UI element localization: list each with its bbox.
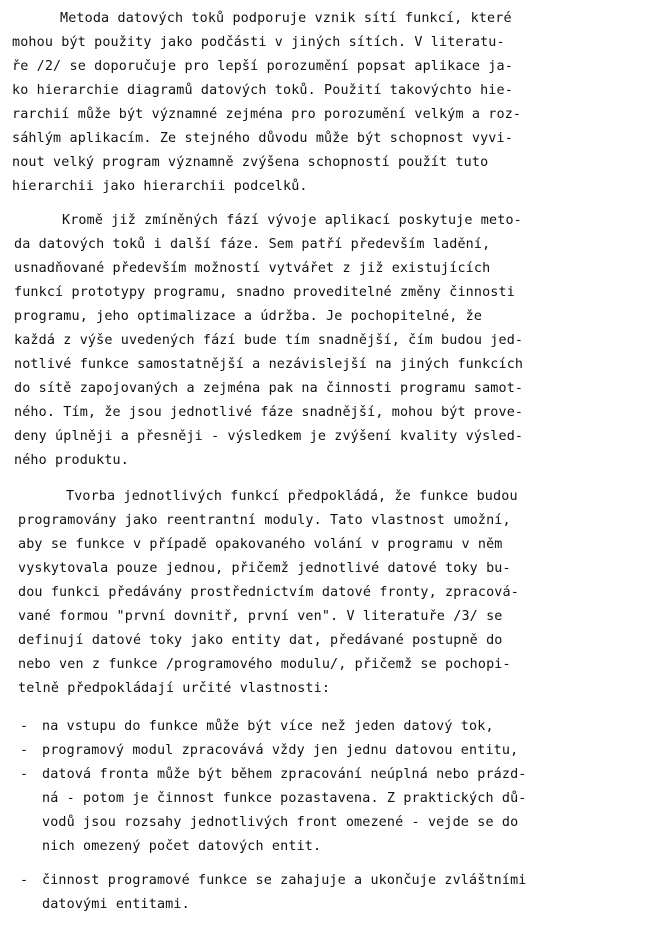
paragraph-line: ného. Tím, že jsou jednotlivé fáze snadnější, mohou být prove- (14, 405, 524, 420)
paragraph-line: Metoda datových toků podporuje vznik sítí funkcí, které (60, 11, 512, 26)
paragraph-line: mohou být použity jako podčásti v jiných sítích. V literatu- (12, 35, 505, 50)
list-item-line: datová fronta může být během zpracování neúplná nebo prázd- (42, 767, 527, 782)
paragraph-line: deny úplněji a přesněji - výsledkem je zvýšení kvality výsled- (14, 429, 524, 444)
paragraph-line: da datových toků i další fáze. Sem patří především ladění, (14, 237, 491, 252)
paragraph-line: Kromě již zmíněných fází vývoje aplikací poskytuje meto- (62, 213, 522, 228)
bullet-marker: - (20, 873, 29, 888)
paragraph-line: programu, jeho optimalizace a údržba. Je pochopitelné, že (14, 309, 483, 324)
paragraph-line: nebo ven z funkce /programového modulu/, přičemž se pochopi- (18, 657, 511, 672)
bullet-marker: - (20, 743, 29, 758)
list-item-line: ná - potom je činnost funkce pozastavena. Z praktických dů- (42, 791, 527, 806)
list-item-line: datovými entitami. (42, 897, 190, 912)
bullet-marker: - (20, 767, 29, 782)
paragraph-line: vané formou "první dovnitř, první ven". V literatuře /3/ se (18, 609, 503, 624)
paragraph-line: ko hierarchie diagramů datových toků. Použití takovýchto hie- (12, 83, 513, 98)
paragraph-line: Tvorba jednotlivých funkcí předpokládá, že funkce budou (66, 489, 518, 504)
paragraph-line: nout velký program významně zvýšena schopností použít tuto (12, 155, 489, 170)
paragraph-line: dou funkci předávány prostřednictvím datové fronty, zpracová- (18, 585, 519, 600)
paragraph-line: aby se funkce v případě opakovaného volání v programu v něm (18, 537, 503, 552)
paragraph-line: vyskytovala pouze jednou, přičemž jednotlivé datové toky bu- (18, 561, 511, 576)
paragraph-line: sáhlým aplikacím. Ze stejného důvodu může být schopnost vyvi- (12, 131, 513, 146)
list-item-line: na vstupu do funkce může být více než jeden datový tok, (42, 719, 494, 734)
list-item-line: činnost programové funkce se zahajuje a ukončuje zvláštními (42, 873, 527, 888)
paragraph-line: do sítě zapojovaných a zejména pak na činnosti programu samot- (14, 381, 524, 396)
paragraph-line: rarchií může být významné zejména pro porozumění velkým a roz- (12, 107, 522, 122)
list-item-line: programový modul zpracovává vždy jen jednu datovou entitu, (42, 743, 519, 758)
paragraph-line: funkcí prototypy programu, snadno proveditelné změny činnosti (14, 285, 515, 300)
paragraph-line: každá z výše uvedených fází bude tím snadnější, čím budou jed- (14, 333, 524, 348)
paragraph-line: definují datové toky jako entity dat, předávané postupně do (18, 633, 503, 648)
paragraph-line: telně předpokládají určité vlastnosti: (18, 681, 331, 696)
paragraph-line: hierarchii jako hierarchii podcelků. (12, 179, 308, 194)
list-item-line: nich omezený počet datových entit. (42, 839, 322, 854)
paragraph-line: ného produktu. (14, 453, 129, 468)
paragraph-line: notlivé funkce samostatnější a nezávislejší na jiných funkcích (14, 357, 524, 372)
list-item-line: vodů jsou rozsahy jednotlivých front omezené - vejde se do (42, 815, 519, 830)
paragraph-line: usnadňované především možností vytvářet z již existujících (14, 261, 491, 276)
paragraph-line: programovány jako reentrantní moduly. Tato vlastnost umožní, (18, 513, 511, 528)
paragraph-line: ře /2/ se doporučuje pro lepší porozumění popsat aplikace ja- (12, 59, 513, 74)
bullet-marker: - (20, 719, 29, 734)
